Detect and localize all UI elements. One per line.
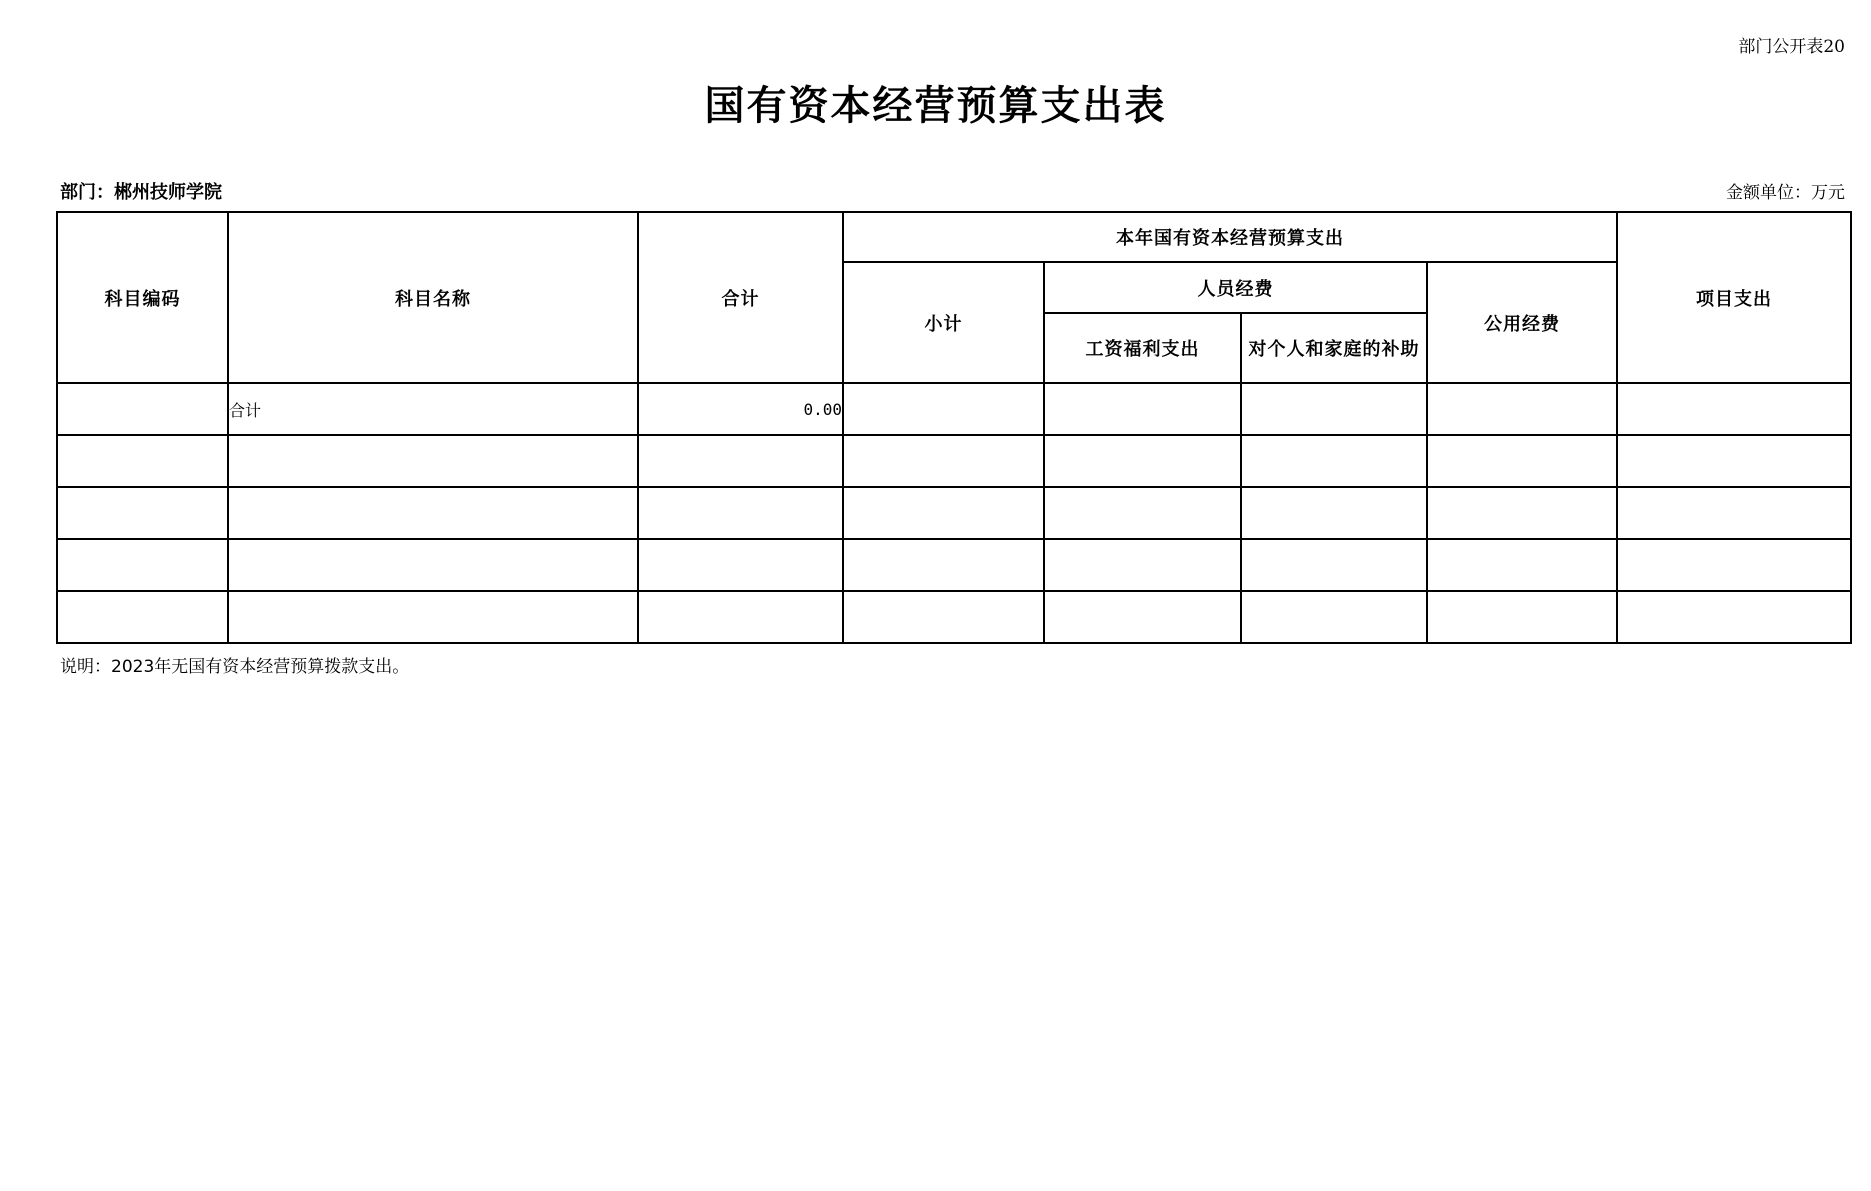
cell-code xyxy=(57,591,228,643)
header-subtotal: 小计 xyxy=(843,262,1044,383)
cell-subtotal xyxy=(843,435,1044,487)
cell-subtotal xyxy=(843,591,1044,643)
table-row xyxy=(57,591,1851,643)
cell-name: 合计 xyxy=(228,383,638,435)
explanation-note: 说明：2023年无国有资本经营预算拨款支出。 xyxy=(60,657,410,677)
table-row xyxy=(57,383,1851,435)
table-row xyxy=(57,435,1851,487)
header-total: 合计 xyxy=(638,212,843,383)
cell-code xyxy=(57,435,228,487)
cell-public xyxy=(1427,539,1617,591)
table-row xyxy=(57,487,1851,539)
cell-subsidy xyxy=(1241,487,1427,539)
cell-salary xyxy=(1044,435,1241,487)
header-individual-family-subsidy: 对个人和家庭的补助 xyxy=(1241,313,1427,383)
header-public-funds: 公用经费 xyxy=(1427,262,1617,383)
header-personnel-expense: 人员经费 xyxy=(1044,262,1427,313)
cell-salary xyxy=(1044,487,1241,539)
cell-name xyxy=(228,539,638,591)
cell-total: 0.00 xyxy=(638,383,843,435)
cell-subtotal xyxy=(843,383,1044,435)
cell-project xyxy=(1617,539,1851,591)
cell-salary xyxy=(1044,539,1241,591)
cell-salary xyxy=(1044,591,1241,643)
form-number: 部门公开表20 xyxy=(1738,37,1845,57)
cell-total xyxy=(638,487,843,539)
cell-subsidy xyxy=(1241,539,1427,591)
cell-name xyxy=(228,487,638,539)
cell-project xyxy=(1617,383,1851,435)
header-current-year-expense: 本年国有资本经营预算支出 xyxy=(843,212,1617,262)
cell-total xyxy=(638,539,843,591)
cell-public xyxy=(1427,591,1617,643)
cell-code xyxy=(57,383,228,435)
table-row xyxy=(57,539,1851,591)
header-subject-code: 科目编码 xyxy=(57,212,228,383)
page-title: 国有资本经营预算支出表 xyxy=(704,83,1167,129)
cell-project xyxy=(1617,487,1851,539)
cell-total xyxy=(638,591,843,643)
cell-project xyxy=(1617,591,1851,643)
amount-unit-label: 金额单位：万元 xyxy=(1726,183,1845,203)
cell-public xyxy=(1427,487,1617,539)
header-subject-name: 科目名称 xyxy=(228,212,638,383)
cell-subtotal xyxy=(843,487,1044,539)
cell-public xyxy=(1427,435,1617,487)
header-salary-welfare: 工资福利支出 xyxy=(1044,313,1241,383)
cell-code xyxy=(57,539,228,591)
cell-subsidy xyxy=(1241,383,1427,435)
cell-subsidy xyxy=(1241,591,1427,643)
cell-project xyxy=(1617,435,1851,487)
cell-subsidy xyxy=(1241,435,1427,487)
cell-name xyxy=(228,591,638,643)
cell-subtotal xyxy=(843,539,1044,591)
cell-name xyxy=(228,435,638,487)
cell-code xyxy=(57,487,228,539)
cell-total xyxy=(638,435,843,487)
department-label: 部门：郴州技师学院 xyxy=(60,182,222,203)
budget-table xyxy=(56,211,1852,644)
cell-public xyxy=(1427,383,1617,435)
header-project-expense: 项目支出 xyxy=(1617,212,1851,383)
cell-salary xyxy=(1044,383,1241,435)
